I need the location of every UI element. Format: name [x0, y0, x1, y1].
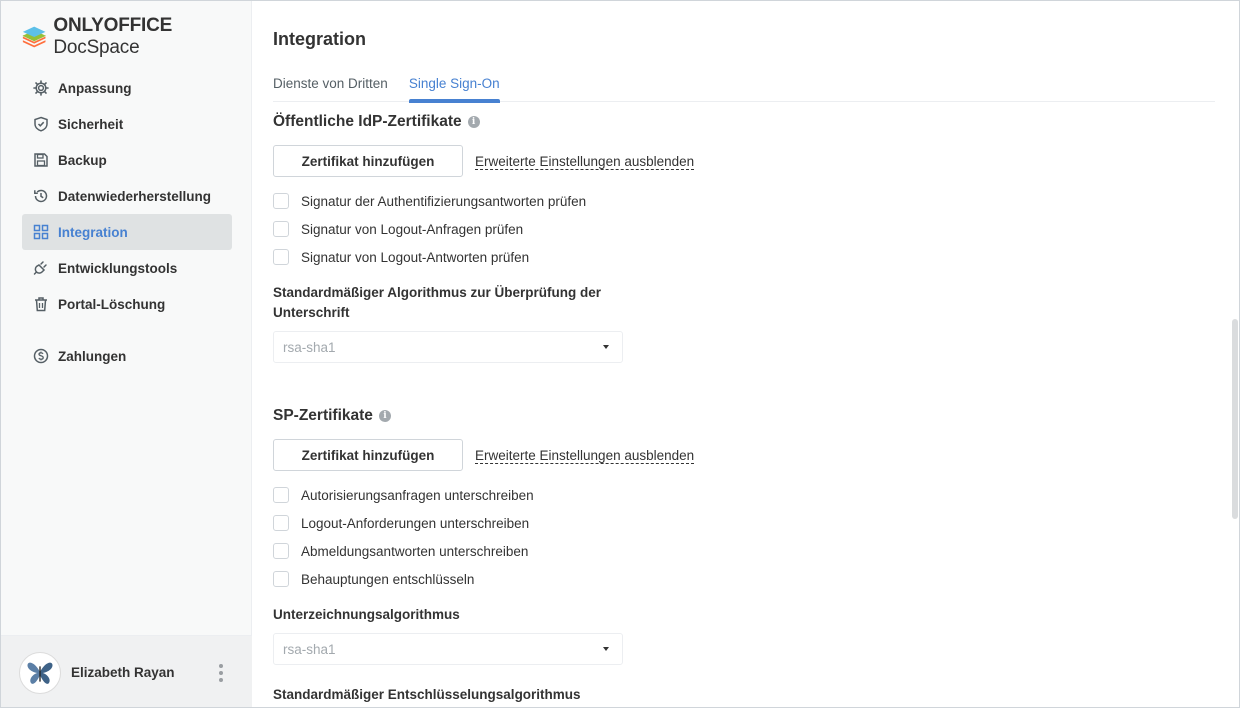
- sp-signing-algorithm-select[interactable]: [273, 633, 623, 665]
- sp-signing-algorithm-label: Unterzeichnungsalgorithmus: [273, 607, 460, 622]
- sidebar-item-label: Anpassung: [58, 80, 132, 96]
- sidebar-item-anpassung[interactable]: [22, 70, 232, 106]
- scrollbar[interactable]: [1232, 319, 1238, 519]
- butterfly-avatar-icon: [20, 652, 60, 694]
- history-icon: [33, 188, 49, 204]
- tab-third-party-services[interactable]: Dienste von Dritten: [273, 76, 388, 91]
- sidebar-item-label: Entwicklungstools: [58, 260, 178, 276]
- sp-hide-advanced-settings-link[interactable]: Erweiterte Einstellungen ausblenden: [475, 448, 695, 463]
- sidebar-item-sicherheit[interactable]: [22, 106, 232, 142]
- sp-checkbox-sign-logout-requests[interactable]: [273, 515, 529, 531]
- idp-certificates-heading: [273, 113, 480, 131]
- sidebar-item-entwicklungstools[interactable]: [22, 250, 232, 286]
- info-icon[interactable]: i: [379, 410, 391, 422]
- logo[interactable]: [21, 15, 251, 58]
- idp-algorithm-label: Standardmäßiger Algorithmus zur Überprüfung der Unterschrift: [273, 285, 602, 320]
- sp-checkbox-sign-logout-responses[interactable]: [273, 543, 528, 559]
- chevron-down-icon: [603, 647, 609, 651]
- sidebar-item-zahlungen[interactable]: [22, 338, 232, 374]
- checkbox[interactable]: [273, 221, 289, 237]
- profile-bar: [1, 635, 252, 708]
- checkbox-label: Behauptungen entschlüsseln: [301, 571, 475, 587]
- sp-decryption-algorithm-label: Standardmäßiger Entschlüsselungsalgorithmus: [273, 687, 581, 702]
- checkbox[interactable]: [273, 249, 289, 265]
- idp-checkbox-verify-logout-responses[interactable]: [273, 249, 529, 265]
- checkbox[interactable]: [273, 515, 289, 531]
- checkbox-label: Signatur von Logout-Anfragen prüfen: [301, 221, 524, 237]
- checkbox-label: Abmeldungsantworten unterschreiben: [301, 543, 529, 559]
- avatar[interactable]: [19, 652, 61, 694]
- checkbox[interactable]: [273, 571, 289, 587]
- sidebar-nav: [22, 70, 232, 374]
- section-title-text: Öffentliche IdP-Zertifikate: [273, 113, 462, 130]
- main-content: [253, 1, 1239, 708]
- logo-text: ONLYOFFICE DocSpace: [53, 15, 173, 58]
- chevron-down-icon: [603, 345, 609, 349]
- profile-name[interactable]: Elizabeth Rayan: [71, 665, 175, 680]
- sp-checkbox-decrypt-assertions[interactable]: [273, 571, 474, 587]
- sp-certificates-heading: [273, 407, 391, 425]
- sidebar-item-label: Integration: [58, 224, 128, 240]
- checkbox-label: Autorisierungsanfragen unterschreiben: [301, 487, 534, 503]
- trash-icon: [33, 296, 49, 312]
- sidebar-item-label: Datenwiederherstellung: [58, 188, 212, 204]
- checkbox-label: Signatur von Logout-Antworten prüfen: [301, 249, 530, 265]
- idp-checkbox-verify-logout-requests[interactable]: [273, 221, 523, 237]
- floppy-icon: [33, 152, 49, 168]
- checkbox[interactable]: [273, 487, 289, 503]
- dollar-icon: [33, 348, 49, 364]
- sidebar-item-datenwiederherstellung[interactable]: [22, 178, 232, 214]
- checkbox[interactable]: [273, 193, 289, 209]
- idp-add-certificate-button[interactable]: Zertifikat hinzufügen: [273, 145, 463, 177]
- sidebar-item-label: Zahlungen: [58, 348, 127, 364]
- kebab-menu-icon[interactable]: [218, 664, 224, 682]
- sidebar-item-label: Portal-Löschung: [58, 296, 166, 312]
- sidebar: [1, 1, 252, 708]
- checkbox-label: Signatur der Authentifizierungsantworten prüfen: [301, 193, 587, 209]
- shield-icon: [33, 116, 49, 132]
- idp-checkbox-verify-auth-responses[interactable]: [273, 193, 586, 209]
- section-title-text: SP-Zertifikate: [273, 407, 373, 424]
- plug-icon: [33, 260, 49, 276]
- checkbox-label: Logout-Anforderungen unterschreiben: [301, 515, 530, 531]
- sidebar-item-label: Sicherheit: [58, 116, 124, 132]
- checkbox[interactable]: [273, 543, 289, 559]
- idp-hide-advanced-settings-link[interactable]: Erweiterte Einstellungen ausblenden: [475, 154, 695, 169]
- sidebar-item-portal-loeschung[interactable]: [22, 286, 232, 322]
- grid-icon: [33, 224, 49, 240]
- sidebar-item-integration[interactable]: [22, 214, 232, 250]
- onlyoffice-logo-icon: [21, 23, 47, 51]
- sp-checkbox-sign-auth-requests[interactable]: [273, 487, 534, 503]
- sidebar-item-label: Backup: [58, 152, 107, 168]
- select-value: rsa-sha1: [283, 339, 336, 355]
- idp-algorithm-select[interactable]: [273, 331, 623, 363]
- tab-single-sign-on[interactable]: Single Sign-On: [409, 74, 500, 102]
- sidebar-item-backup[interactable]: [22, 142, 232, 178]
- sidebar-divider: [22, 322, 232, 338]
- gear-icon: [33, 80, 49, 96]
- sp-add-certificate-button[interactable]: Zertifikat hinzufügen: [273, 439, 463, 471]
- tab-bar: [273, 74, 1215, 102]
- page-title: Integration: [273, 29, 366, 49]
- select-value: rsa-sha1: [283, 641, 336, 657]
- info-icon[interactable]: i: [468, 116, 480, 128]
